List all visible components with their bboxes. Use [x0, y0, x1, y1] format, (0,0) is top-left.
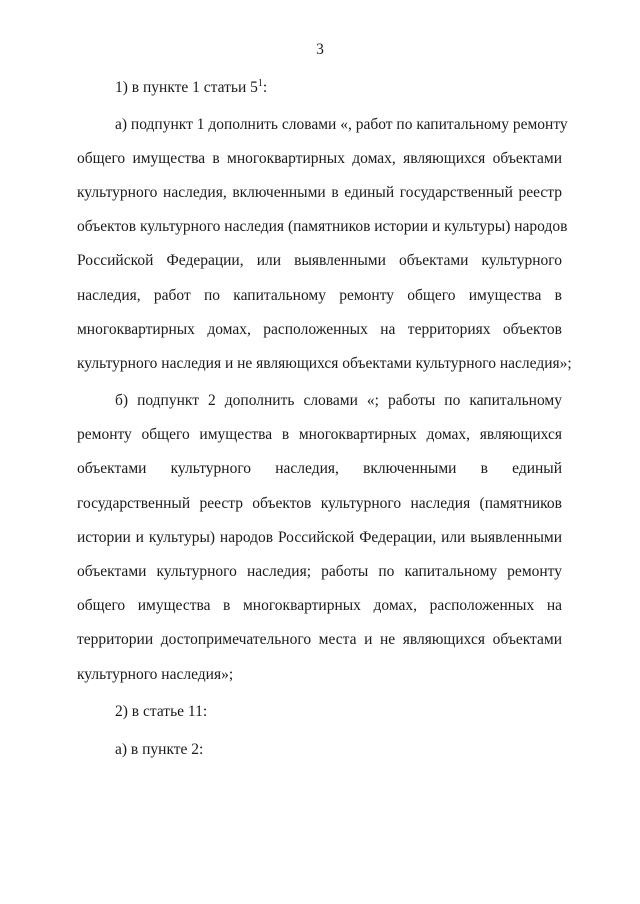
- subitem-a-line-4: объектов культурного наследия (памятников истории и культуры) народов: [77, 218, 568, 235]
- subitem-b-line-1: б) подпункт 2 дополнить словами «; работы по капитальному: [115, 392, 562, 409]
- item-2-heading: 2) в статье 11:: [115, 703, 208, 720]
- subitem-b-line-8: территории достопримечательного места и не являющихся объектами: [77, 631, 562, 648]
- item-1-heading: 1) в пункте 1 статьи $5^1$:: [115, 78, 268, 96]
- subitem-b-line-9: культурного наследия»;: [77, 666, 234, 683]
- subitem-a-line-1: а) подпункт 1 дополнить словами «, работ по капитальному ремонту: [115, 116, 568, 133]
- subitem-a-line-3: культурного наследия, включенными в единый государственный реестр: [77, 184, 562, 201]
- subitem-b-line-5: истории и культуры) народов Российской Федерации, или выявленными: [77, 529, 562, 546]
- subitem-b-line-2: ремонту общего имущества в многоквартирных домах, являющихся: [77, 426, 562, 443]
- subitem-b-line-4: государственный реестр объектов культурного наследия (памятников: [77, 495, 562, 512]
- subitem-b-line-6: объектами культурного наследия; работы по капитальному ремонту: [77, 563, 562, 580]
- subitem-a-line-7: многоквартирных домах, расположенных на территориях объектов: [77, 321, 562, 338]
- subitem-b-line-7: общего имущества в многоквартирных домах, расположенных на: [77, 597, 562, 614]
- superscript: 1: [257, 78, 263, 89]
- subitem-a-line-2: общего имущества в многоквартирных домах, являющихся объектами: [77, 150, 562, 167]
- subitem-b-line-3: объектами культурного наследия, включенными в единый: [77, 460, 562, 477]
- subitem-a-line-8: культурного наследия и не являющихся объектами культурного наследия»;: [77, 355, 572, 372]
- subitem-a-line-5: Российской Федерации, или выявленными объектами культурного: [77, 252, 562, 269]
- page-number: 3: [316, 41, 324, 58]
- item-2-subitem-a: а) в пункте 2:: [115, 741, 204, 758]
- subitem-a-line-6: наследия, работ по капитальному ремонту общего имущества в: [77, 287, 562, 304]
